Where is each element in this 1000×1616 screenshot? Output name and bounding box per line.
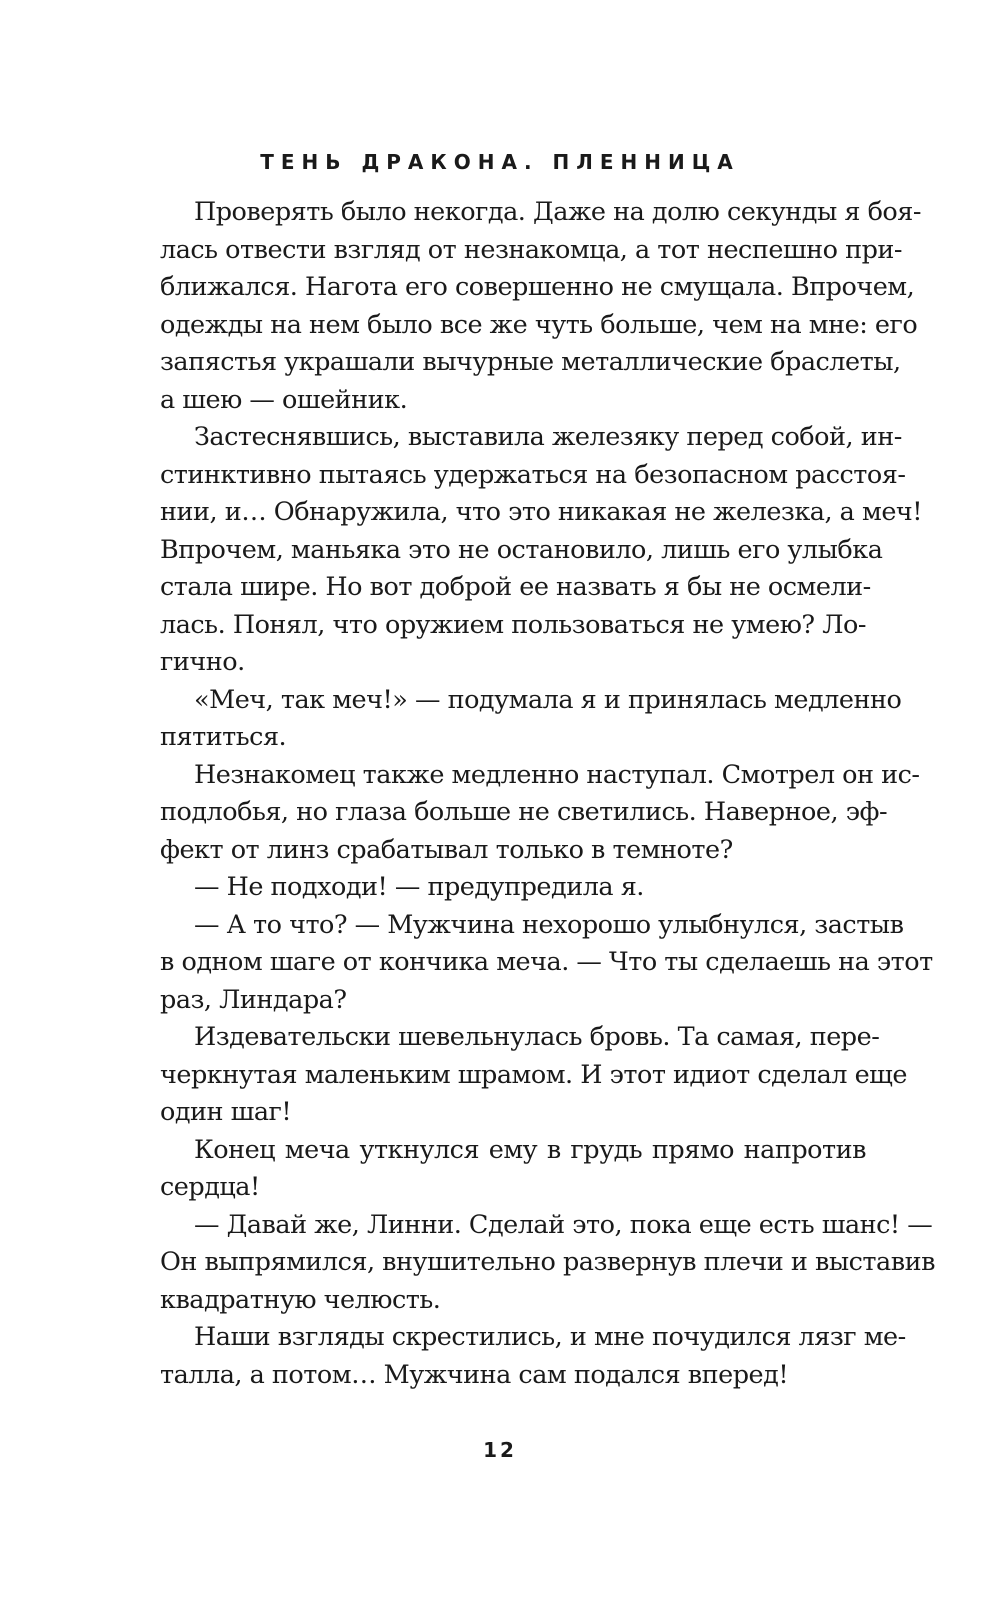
text-line: ближался. Нагота его совершенно не смущала. Впрочем, [160,272,915,302]
text-line: черкнутая маленьким шрамом. И этот идиот сделал еще [160,1059,907,1090]
text-line: пятиться. [160,722,287,752]
text-line: стинктивно пытаясь удержаться на безопасном расстоя- [160,459,906,490]
page-number: 12 [483,1438,517,1462]
text-line: фект от линз срабатывал только в темноте? [160,834,733,865]
text-line: один шаг! [160,1097,292,1127]
text-line: — А то что? — Мужчина нехорошо улыбнулся, застыв [194,909,904,940]
text-line: Незнакомец также медленно наступал. Смотрел он ис- [194,759,920,790]
text-line: лась. Понял, что оружием пользоваться не умею? Ло- [160,609,866,640]
text-line: стала шире. Но вот доброй ее назвать я бы не осмели- [160,572,871,602]
text-line: Впрочем, маньяка это не остановило, лишь его улыбка [160,534,883,565]
text-line: «Меч, так меч!» — подумала я и принялась медленно [194,684,902,715]
text-line: Застеснявшись, выставила железяку перед собой, ин- [194,422,902,452]
text-line: талла, а потом… Мужчина сам подался вперед! [160,1359,789,1390]
text-line: гично. [160,647,245,677]
text-line: Наши взгляды скрестились, и мне почудился лязг ме- [194,1322,906,1352]
body-text [160,194,935,1394]
text-line: Проверять было некогда. Даже на долю секунды я боя- [194,197,921,227]
text-line: Он выпрямился, внушительно развернув плечи и выставив [160,1247,935,1277]
text-line: в одном шаге от кончика меча. — Что ты сделаешь на этот [160,947,933,977]
text-line: лась отвести взгляд от незнакомца, а тот неспешно при- [160,234,903,265]
text-line: — Не подходи! — предупредила я. [194,872,644,902]
text-line: сердца! [160,1172,260,1202]
text-line: а шею — ошейник. [160,384,408,415]
text-line: квадратную челюсть. [160,1284,441,1315]
text-line: запястья украшали вычурные металлические браслеты, [160,347,901,377]
text-line: одежды на нем было все же чуть больше, чем на мне: его [160,309,918,340]
text-line: раз, Линдара? [160,984,347,1015]
text-line: нии, и… Обнаружила, что это никакая не железка, а меч! [160,497,923,527]
text-line: — Давай же, Линни. Сделай это, пока еще есть шанс! — [194,1209,933,1240]
text-line: Издевательски шевельнулась бровь. Та самая, пере- [194,1022,880,1052]
running-head: ТЕНЬ ДРАКОНА. ПЛЕННИЦА [260,150,740,174]
text-line: подлобья, но глаза больше не светились. Наверное, эф- [160,797,888,827]
text-line: Конец меча уткнулся ему в грудь прямо напротив [194,1134,866,1165]
